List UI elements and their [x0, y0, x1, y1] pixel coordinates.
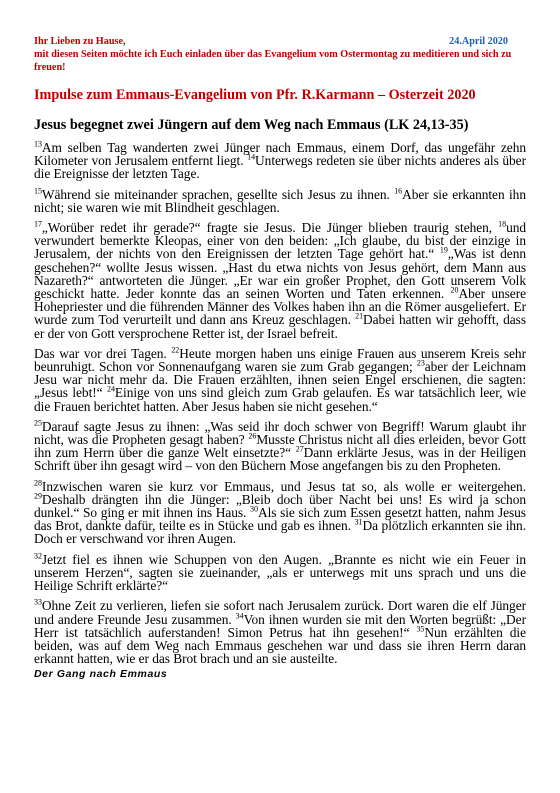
- greeting: Ihr Lieben zu Hause,: [34, 36, 126, 47]
- impulse-title: Impulse zum Emmaus-Evangelium von Pfr. R.Karmann – Osterzeit 2020: [34, 87, 476, 103]
- gospel-text: [34, 141, 526, 665]
- verse-number: 23: [416, 358, 425, 368]
- verse-number: 13: [34, 139, 42, 149]
- verse-text: Dabei hatten wir gehofft, dass er der von Gott versprochene Retter ist, der Israel befreit.: [34, 312, 526, 341]
- header-top-line: [34, 35, 526, 48]
- verse-number: 33: [34, 597, 42, 607]
- verse-text: Als sie sich zum Essen gesetzt hatten, nahm Jesus das Brot, dankte dafür, teilte es in Stücke und gab es ihnen.: [34, 505, 526, 534]
- gospel-section-title: Jesus begegnet zwei Jüngern auf dem Weg nach Emmaus (LK 24,13-35): [34, 117, 469, 133]
- verse-text: Aber sie erkannten ihn nicht; sie waren wie mit Blindheit geschlagen.: [34, 186, 526, 215]
- verse-text: Jetzt fiel es ihnen wie Schuppen von den Augen. „Brannte es nicht wie ein Feuer in unserem Herzen“, sagten sie zueinander, „als er unterwegs mit uns sprach und uns die Heilige Schrift erklärte?“: [34, 551, 526, 594]
- verse-text: „Was ist denn geschehen?“ wollte Jesus wissen. „Hast du etwa nichts von Jesus gehört, dem Mann aus Nazareth?“ antworteten die Jünger. „Er war ein großer Prophet, den Gott unserem Volk geschickt hatte. Jeder konnte das an seinen Worten und Taten erkennen.: [34, 246, 526, 302]
- verse-number: 20: [450, 285, 459, 295]
- verse-number: 30: [250, 504, 258, 514]
- gospel-paragraph: [34, 480, 526, 546]
- verse-text: Deshalb drängten ihn die Jünger: „Bleib doch über Nacht bei uns! Es wird ja schon dunkel.“ So ging er mit ihnen ins Haus.: [34, 491, 526, 521]
- date: 24.April 2020: [449, 36, 508, 47]
- verse-text: „Worüber redet ihr gerade?“ fragte sie Jesus. Die Jünger blieben traurig stehen,: [41, 220, 493, 236]
- verse-number: 27: [295, 444, 304, 454]
- verse-text: Inzwischen waren sie kurz vor Emmaus, und Jesus tat so, als wolle er weitergehen.: [41, 478, 526, 494]
- verse-text: Einige von uns sind gleich zum Grab gelaufen. Es war tatsächlich leer, wie die Frauen berichtet hatten. Aber Jesus haben sie nicht gesehen.“: [34, 385, 526, 414]
- verse-text: Dann erklärte Jesus, was in der Heiligen Schrift über ihn gesagt wird – von den Büchern Mose angefangen bis zu den Propheten.: [34, 445, 526, 474]
- verse-text: Von ihnen wurden sie mit den Worten begrüßt: „Der Herr ist tatsächlich auferstanden! Simon Petrus hat ihn gesehen!“: [34, 611, 526, 640]
- gospel-paragraph: [34, 141, 526, 181]
- gospel-paragraph: [34, 188, 526, 214]
- verse-text: Heute morgen haben uns einige Frauen aus unserem Kreis sehr beunruhigt. Schon vor Sonnenaufgang waren sie zum Grab gegangen;: [34, 345, 526, 375]
- verse-text: Das war vor drei Tagen.: [34, 345, 167, 361]
- verse-number: 35: [416, 624, 425, 634]
- gospel-paragraph: [34, 420, 526, 473]
- invitation-text: mit diesen Seiten möchte ich Euch einladen über das Evangelium vom Ostermontag zu meditieren und sich zu freuen!: [34, 49, 512, 73]
- verse-number: 15: [34, 186, 42, 196]
- verse-number: 24: [107, 384, 115, 394]
- verse-text: Nun erzählten die beiden, was auf dem Weg nach Emmaus geschehen war und dass sie ihren Herrn daran erkannt hatten, wie er das Brot brach und an sie austeilte.: [34, 624, 526, 667]
- verse-number: 32: [34, 551, 42, 561]
- verse-number: 26: [248, 431, 257, 441]
- verse-text: und verwundert bemerkte Kleopas, einer von den beiden: „Ich glaube, du bist der einzige in Jerusalem, der nichts von den Ereignissen der letzten Tage gehört hat.“: [34, 220, 526, 262]
- verse-text: Darauf sagte Jesus zu ihnen: „Was seid ihr doch schwer von Begriff! Warum glaubt ihr nicht, was die Propheten gesagt haben?: [34, 418, 526, 448]
- verse-number: 17: [34, 219, 42, 229]
- verse-text: Aber unsere Hohepriester und die führenden Männer des Volkes haben ihn an die Römer ausgeliefert. Er wurde zum Tod verurteilt und dann ans Kreuz geschlagen.: [34, 286, 526, 328]
- verse-text: Da plötzlich erkannten sie ihn. Doch er verschwand vor ihren Augen.: [34, 518, 526, 547]
- gospel-paragraph: [34, 221, 526, 340]
- verse-number: 34: [235, 611, 244, 621]
- verse-number: 18: [498, 219, 507, 229]
- verse-number: 22: [171, 345, 180, 355]
- verse-number: 31: [354, 517, 363, 527]
- image-caption: Der Gang nach Emmaus: [34, 668, 168, 681]
- verse-number: 14: [247, 152, 256, 162]
- verse-text: Am selben Tag wanderten zwei Jünger nach Emmaus, einem Dorf, das ungefähr zehn Kilometer von Jerusalem entfernt liegt.: [34, 140, 526, 169]
- gospel-paragraph: [34, 599, 526, 665]
- gospel-paragraph: [34, 553, 526, 593]
- verse-number: 21: [355, 311, 364, 321]
- verse-number: 28: [34, 478, 42, 488]
- verse-number: 25: [34, 418, 42, 428]
- verse-text: Während sie miteinander sprachen, gesellte sich Jesus zu ihnen.: [41, 186, 390, 202]
- gospel-paragraph: [34, 347, 526, 413]
- letter-header: [34, 35, 526, 74]
- verse-number: 19: [439, 245, 448, 255]
- verse-text: aber der Leichnam Jesu war nicht mehr da. Die Frauen erzählten, ihnen seien Engel erschienen, die sagten: „Jesus lebt!“: [34, 359, 526, 401]
- verse-text: Ohne Zeit zu verlieren, liefen sie sofort nach Jerusalem zurück. Dort waren die elf Jünger und andere Freunde Jesu zusammen.: [34, 598, 526, 627]
- verse-text: Unterwegs redeten sie über nichts anderes als über die Ereignisse der letzten Tage.: [34, 153, 526, 182]
- verse-number: 16: [394, 186, 403, 196]
- verse-text: Musste Christus nicht all dies erleiden, bevor Gott ihn zum Herrn über die ganze Welt einsetzte?“: [34, 432, 526, 461]
- verse-number: 29: [34, 491, 42, 501]
